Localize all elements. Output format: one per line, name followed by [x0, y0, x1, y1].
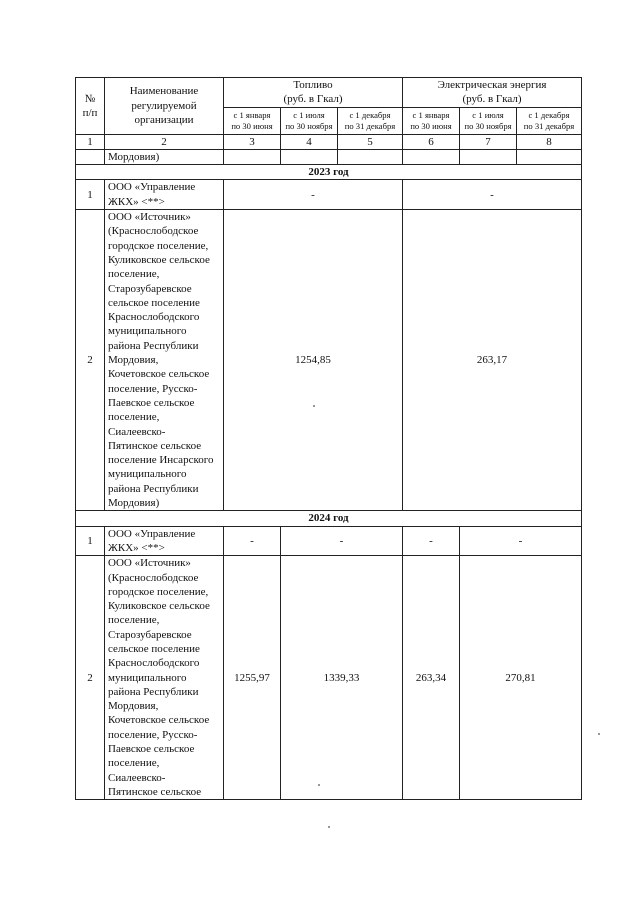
- electricity-tariff-h2: -: [460, 526, 582, 556]
- fuel-tariff-h2: 1339,33: [281, 556, 403, 800]
- fuel-tariff-h1: 1255,97: [224, 556, 281, 800]
- fuel-tariff-h1: -: [224, 526, 281, 556]
- row-number: 1: [76, 180, 105, 210]
- organization-name: ООО «Управление ЖКХ» <**>: [105, 180, 224, 210]
- header-period: с 1 декабря по 31 декабря: [517, 107, 582, 134]
- empty-cell: [338, 149, 403, 164]
- header-period: с 1 июля по 30 ноября: [281, 107, 338, 134]
- column-number: 3: [224, 134, 281, 149]
- year-header-2023: 2023 год: [76, 165, 582, 180]
- electricity-tariff: 263,17: [403, 210, 582, 511]
- header-period: с 1 января по 30 июня: [403, 107, 460, 134]
- continuation-number: [76, 149, 105, 164]
- organization-name: ООО «Источник» (Краснослободское городское поселение, Куликовское сельское поселение, Старозубаревское сельское поселение Краснослободского муниципального района Республики Мордовия, Кочетовское сельское поселение, Русско- Паевское сельское поселение, Сиалеевско- Пятинское сельское поселение Инсарского муниципального района Республики Мордовия): [105, 210, 224, 511]
- electricity-tariff: -: [403, 180, 582, 210]
- empty-cell: [403, 149, 460, 164]
- electricity-tariff-h1: -: [403, 526, 460, 556]
- header-period: с 1 января по 30 июня: [224, 107, 281, 134]
- year-header-2024: 2024 год: [76, 511, 582, 526]
- header-period: с 1 июля по 30 ноября: [460, 107, 517, 134]
- column-number: 1: [76, 134, 105, 149]
- scan-speck: [318, 784, 320, 786]
- row-number: 2: [76, 556, 105, 800]
- row-number: 1: [76, 526, 105, 556]
- column-number: 6: [403, 134, 460, 149]
- column-number: 4: [281, 134, 338, 149]
- continuation-organization: Мордовия): [105, 149, 224, 164]
- empty-cell: [281, 149, 338, 164]
- column-number: 8: [517, 134, 582, 149]
- row-number: 2: [76, 210, 105, 511]
- organization-name: ООО «Управление ЖКХ» <**>: [105, 526, 224, 556]
- header-fuel: Топливо (руб. в Гкал): [224, 78, 403, 108]
- column-number: 2: [105, 134, 224, 149]
- scan-speck: [598, 733, 600, 735]
- scan-speck: [328, 826, 330, 828]
- header-number: № п/п: [76, 78, 105, 135]
- header-organization: Наименование регулируемой организации: [105, 78, 224, 135]
- tariff-table: [75, 77, 582, 800]
- empty-cell: [460, 149, 517, 164]
- empty-cell: [224, 149, 281, 164]
- electricity-tariff-h1: 263,34: [403, 556, 460, 800]
- fuel-tariff: -: [224, 180, 403, 210]
- column-number: 7: [460, 134, 517, 149]
- scan-speck: [313, 405, 315, 407]
- electricity-tariff-h2: 270,81: [460, 556, 582, 800]
- header-electricity: Электрическая энергия (руб. в Гкал): [403, 78, 582, 108]
- header-period: с 1 декабря по 31 декабря: [338, 107, 403, 134]
- organization-name: ООО «Источник» (Краснослободское городское поселение, Куликовское сельское поселение, Старозубаревское сельское поселение Краснослободского муниципального района Республики Мордовия, Кочетовское сельское поселение, Русско- Паевское сельское поселение, Сиалеевско- Пятинское сельское: [105, 556, 224, 800]
- column-number: 5: [338, 134, 403, 149]
- fuel-tariff-h2: -: [281, 526, 403, 556]
- fuel-tariff: 1254,85: [224, 210, 403, 511]
- empty-cell: [517, 149, 582, 164]
